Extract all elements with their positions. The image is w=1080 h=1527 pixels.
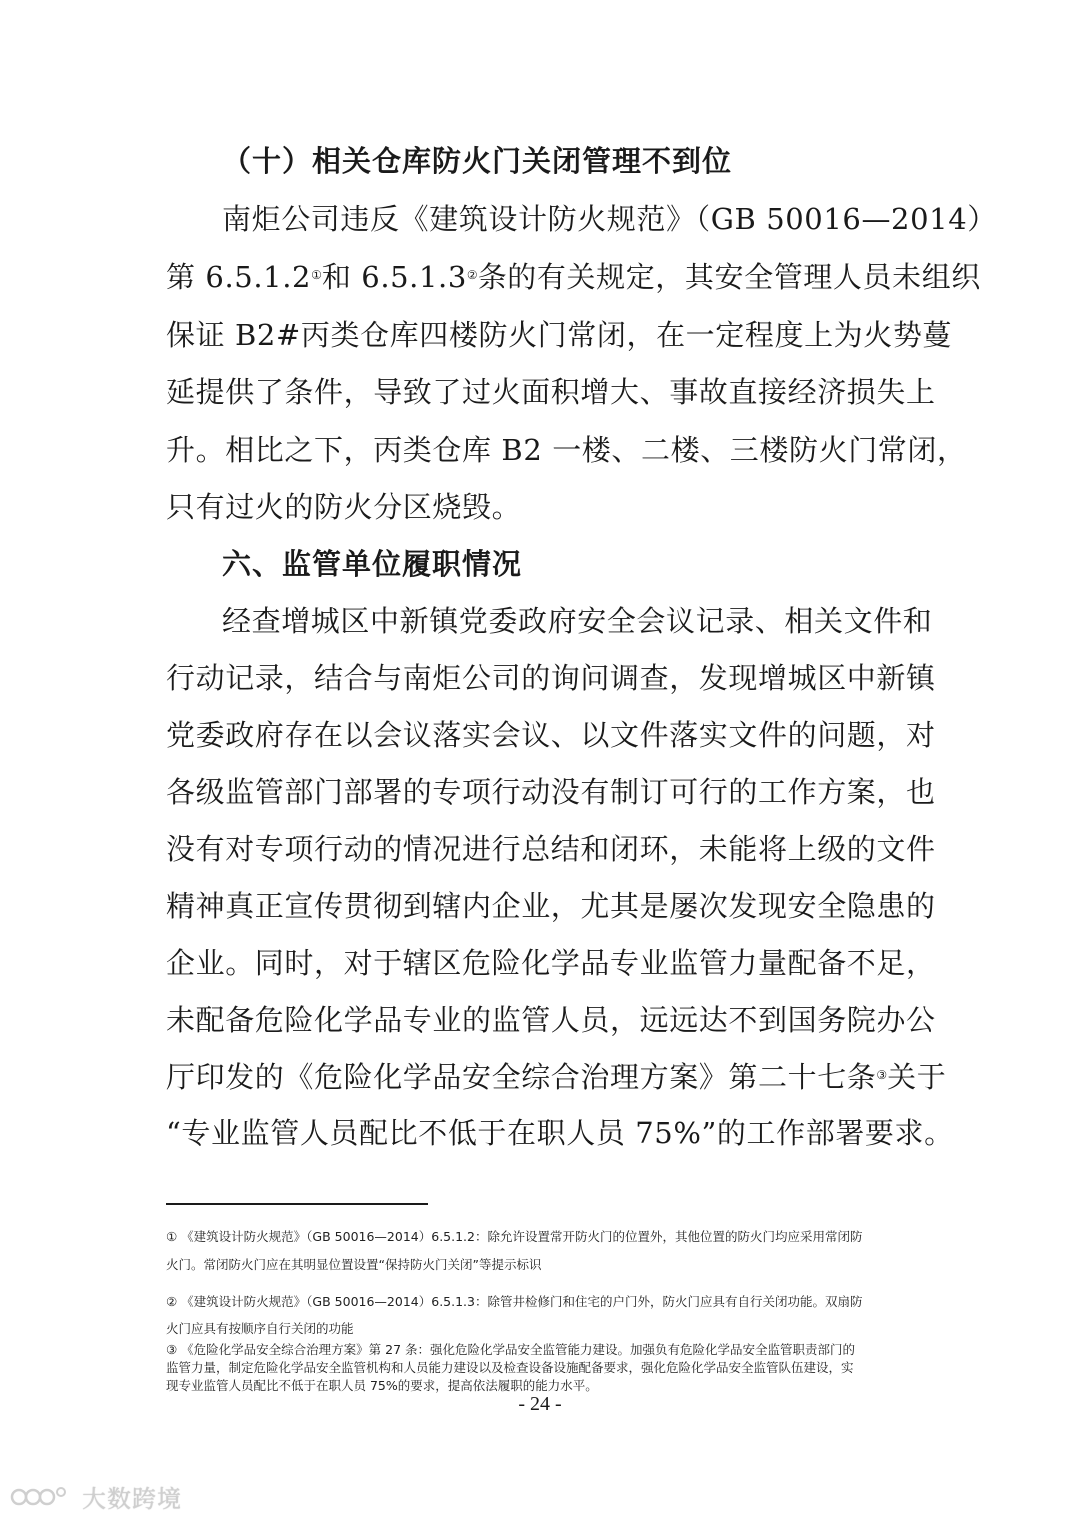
paragraph-line: 精神真正宣传贯彻到辖内企业，尤其是屡次发现安全隐患的 (166, 889, 936, 923)
paragraph-line: “专业监管人员配比不低于在职人员 75%”的工作部署要求。 (166, 1116, 954, 1150)
section-heading-10: （十）相关仓库防火门关闭管理不到位 (222, 144, 733, 178)
footnote-ref-3: ③ (876, 1068, 888, 1082)
paragraph-line: 经查增城区中新镇党委政府安全会议记录、相关文件和 (222, 604, 933, 638)
paragraph-line: 只有过火的防火分区烧毁。 (166, 490, 522, 524)
paragraph-line: 各级监管部门部署的专项行动没有制订可行的工作方案，也 (166, 775, 936, 809)
paragraph-line: 保证 B2#丙类仓库四楼防火门常闭，在一定程度上为火势蔓 (166, 318, 953, 352)
paragraph-line: 延提供了条件，导致了过火面积增大、事故直接经济损失上 (166, 375, 936, 409)
paragraph-line: 没有对专项行动的情况进行总结和闭环，未能将上级的文件 (166, 832, 936, 866)
footnote-ref-1: ① (311, 268, 322, 282)
page-number: - 24 - (518, 1393, 562, 1415)
footnote-2-line: 火门应具有按顺序自行关闭的功能 (166, 1321, 354, 1336)
paragraph-line: 党委政府存在以会议落实会议、以文件落实文件的问题，对 (166, 718, 936, 752)
logo-icon (10, 1483, 76, 1509)
section-heading-6: 六、监管单位履职情况 (222, 547, 523, 581)
watermark (10, 1478, 182, 1514)
paragraph-line: 南炬公司违反《建筑设计防火规范》（GB 50016—2014） (222, 202, 997, 236)
paragraph-line: 升。相比之下，丙类仓库 B2 一楼、二楼、三楼防火门常闭， (166, 433, 967, 467)
footnote-3-line: 现专业监管人员配比不低于在职人员 75%的要求，提高依法履职的能力水平。 (166, 1378, 598, 1393)
footnote-3-line: ③ 《危险化学品安全综合治理方案》第 27 条：强化危险化学品安全监管能力建设。加强负有危险化学品安全监管职责部门的 (166, 1342, 856, 1357)
paragraph-line: 企业。同时，对于辖区危险化学品专业监管力量配备不足， (166, 946, 936, 980)
footnote-separator (166, 1203, 428, 1205)
footnote-1-line: ① 《建筑设计防火规范》（GB 50016—2014）6.5.1.2：除允许设置常开防火门的位置外，其他位置的防火门均应采用常闭防 (166, 1229, 863, 1244)
paragraph-line: 第 6.5.1.2①和 6.5.1.3②条的有关规定，其安全管理人员未组织 (166, 260, 981, 294)
footnote-ref-2: ② (466, 268, 478, 282)
paragraph-line: 厅印发的《危险化学品安全综合治理方案》第二十七条③关于 (166, 1060, 947, 1094)
footnote-1-line: 火门。常闭防火门应在其明显位置设置“保持防火门关闭”等提示标识 (166, 1257, 542, 1272)
footnote-3-line: 监管力量，制定危险化学品安全监管机构和人员能力建设以及检查设备设施配备要求，强化危险化学品安全监管队伍建设，实 (166, 1360, 854, 1375)
paragraph-line: 行动记录，结合与南炬公司的询问调查，发现增城区中新镇 (166, 661, 936, 695)
watermark-text: 大数跨境 (82, 1484, 182, 1513)
paragraph-line: 未配备危险化学品专业的监管人员，远远达不到国务院办公 (166, 1003, 936, 1037)
footnote-2-line: ② 《建筑设计防火规范》（GB 50016—2014）6.5.1.3：除管井检修门和住宅的户门外，防火门应具有自行关闭功能。双扇防 (166, 1294, 863, 1309)
